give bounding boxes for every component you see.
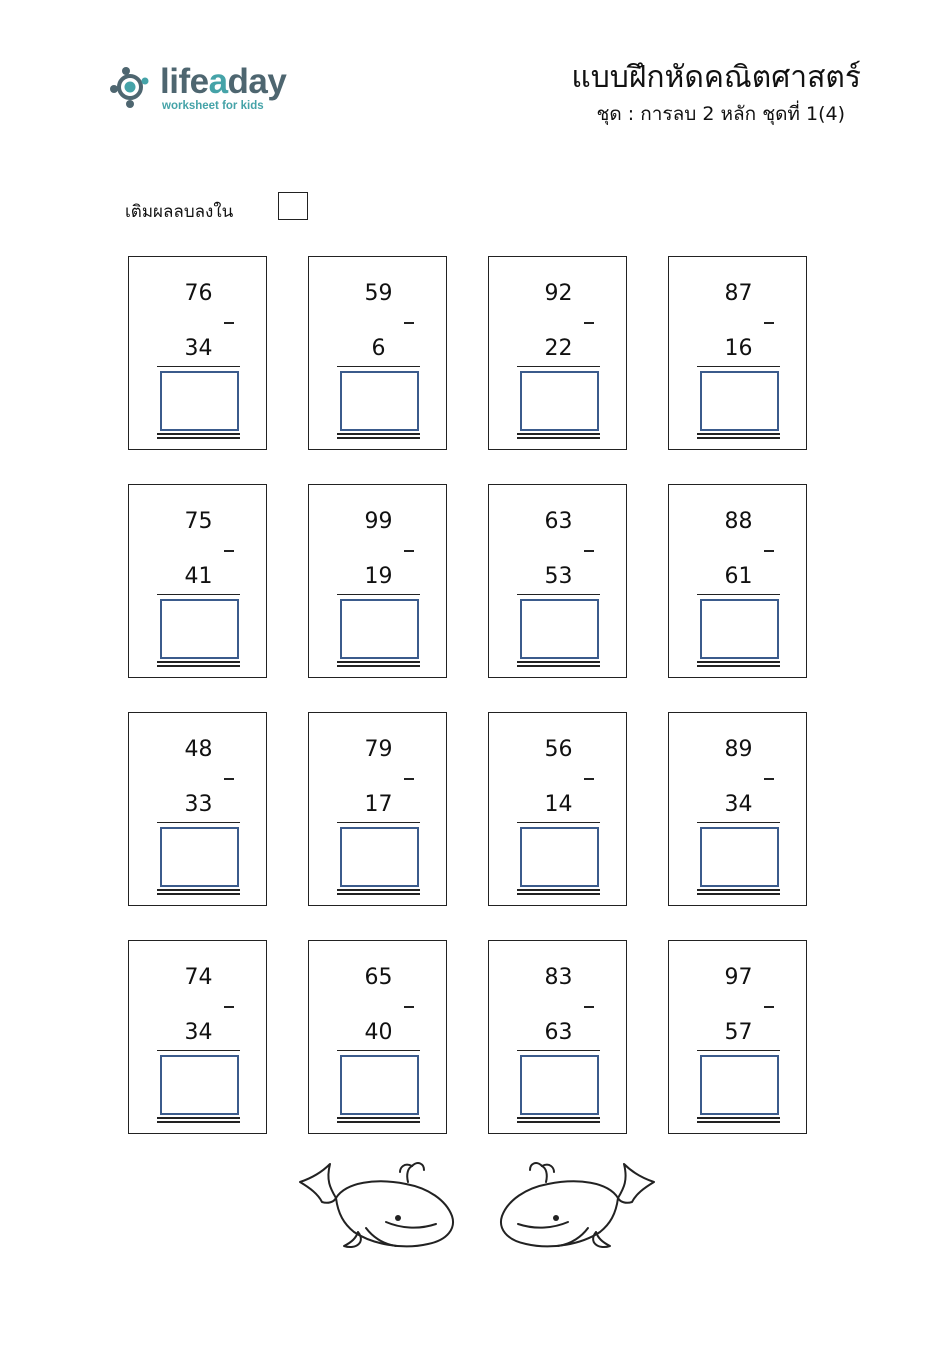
problem-card [128,256,267,450]
problem-card [488,940,627,1134]
minus-sign [404,550,414,552]
answer-box[interactable] [700,599,779,659]
sum-line [157,822,240,823]
minuend: 75 [184,509,213,534]
sum-line [697,822,780,823]
sum-line [337,1050,420,1051]
whale-left-icon [296,1158,458,1252]
logo-tagline: worksheet for kids [162,100,264,112]
minus-sign [224,550,234,552]
double-underline [157,893,240,895]
double-underline [517,665,600,667]
subtrahend: 40 [364,1020,393,1045]
answer-box[interactable] [520,827,599,887]
double-underline [697,661,780,663]
subtrahend: 34 [184,336,213,361]
double-underline [157,437,240,439]
double-underline [157,889,240,891]
minuend: 88 [724,509,753,534]
sum-line [517,822,600,823]
sum-line [697,594,780,595]
double-underline [337,893,420,895]
minuend: 56 [544,737,573,762]
answer-box[interactable] [700,827,779,887]
answer-box[interactable] [340,371,419,431]
problem-card [128,940,267,1134]
minuend: 97 [724,965,753,990]
answer-box[interactable] [700,371,779,431]
subtrahend: 22 [544,336,573,361]
minuend: 63 [544,509,573,534]
double-underline [517,437,600,439]
worksheet-title: แบบฝึกหัดคณิตศาสตร์ [571,60,861,95]
whale-right-icon [496,1158,658,1252]
answer-box[interactable] [160,371,239,431]
double-underline [337,433,420,435]
answer-box[interactable] [340,1055,419,1115]
problem-card [668,484,807,678]
double-underline [697,893,780,895]
minuend: 99 [364,509,393,534]
double-underline [337,1121,420,1123]
subtrahend: 63 [544,1020,573,1045]
subtrahend: 16 [724,336,753,361]
double-underline [157,1117,240,1119]
double-underline [697,1121,780,1123]
answer-box[interactable] [520,371,599,431]
sum-line [517,366,600,367]
problem-card [308,484,447,678]
minuend: 76 [184,281,213,306]
minuend: 87 [724,281,753,306]
sum-line [337,366,420,367]
sum-line [517,1050,600,1051]
double-underline [517,1121,600,1123]
minuend: 59 [364,281,393,306]
logo-wordmark: lifeaday [160,62,287,101]
minus-sign [584,778,594,780]
double-underline [517,889,600,891]
minuend: 65 [364,965,393,990]
minuend: 89 [724,737,753,762]
double-underline [157,1121,240,1123]
subtrahend: 57 [724,1020,753,1045]
sum-line [337,822,420,823]
sum-line [697,1050,780,1051]
minus-sign [404,1006,414,1008]
double-underline [697,433,780,435]
double-underline [517,661,600,663]
sum-line [337,594,420,595]
subtrahend: 14 [544,792,573,817]
double-underline [517,893,600,895]
minus-sign [584,550,594,552]
lifeaday-logo [108,60,308,120]
subtrahend: 41 [184,564,213,589]
double-underline [337,889,420,891]
instruction-text: เติมผลลบลงใน [125,202,234,222]
instruction-box-sample [278,192,308,220]
answer-box[interactable] [520,599,599,659]
sum-line [697,366,780,367]
sum-line [157,594,240,595]
problem-card [668,940,807,1134]
minus-sign [224,1006,234,1008]
answer-box[interactable] [340,599,419,659]
answer-box[interactable] [520,1055,599,1115]
logo-molecule-icon [108,62,158,112]
answer-box[interactable] [160,1055,239,1115]
minus-sign [224,778,234,780]
minuend: 74 [184,965,213,990]
minus-sign [584,322,594,324]
problem-card [488,256,627,450]
problem-card [668,712,807,906]
sum-line [157,366,240,367]
minus-sign [404,778,414,780]
subtrahend: 53 [544,564,573,589]
sum-line [517,594,600,595]
worksheet-subtitle: ชุด : การลบ 2 หลัก ชุดที่ 1(4) [596,103,845,125]
minus-sign [764,1006,774,1008]
minuend: 79 [364,737,393,762]
minus-sign [584,1006,594,1008]
double-underline [337,1117,420,1119]
problem-card [488,712,627,906]
double-underline [697,665,780,667]
double-underline [517,1117,600,1119]
problem-card [308,940,447,1134]
double-underline [157,433,240,435]
problem-card [308,256,447,450]
subtrahend: 19 [364,564,393,589]
answer-box[interactable] [340,827,419,887]
answer-box[interactable] [160,827,239,887]
double-underline [337,437,420,439]
sum-line [157,1050,240,1051]
subtrahend: 33 [184,792,213,817]
subtrahend: 17 [364,792,393,817]
double-underline [157,665,240,667]
double-underline [337,665,420,667]
minus-sign [764,778,774,780]
double-underline [157,661,240,663]
subtrahend: 6 [371,336,386,361]
problem-card [128,712,267,906]
minus-sign [224,322,234,324]
subtrahend: 61 [724,564,753,589]
problem-card [308,712,447,906]
minuend: 48 [184,737,213,762]
problem-card [668,256,807,450]
subtrahend: 34 [724,792,753,817]
double-underline [697,1117,780,1119]
double-underline [337,661,420,663]
subtrahend: 34 [184,1020,213,1045]
problem-card [488,484,627,678]
double-underline [697,889,780,891]
minuend: 92 [544,281,573,306]
minus-sign [404,322,414,324]
minuend: 83 [544,965,573,990]
double-underline [697,437,780,439]
minus-sign [764,322,774,324]
minus-sign [764,550,774,552]
problem-card [128,484,267,678]
answer-box[interactable] [700,1055,779,1115]
double-underline [517,433,600,435]
answer-box[interactable] [160,599,239,659]
